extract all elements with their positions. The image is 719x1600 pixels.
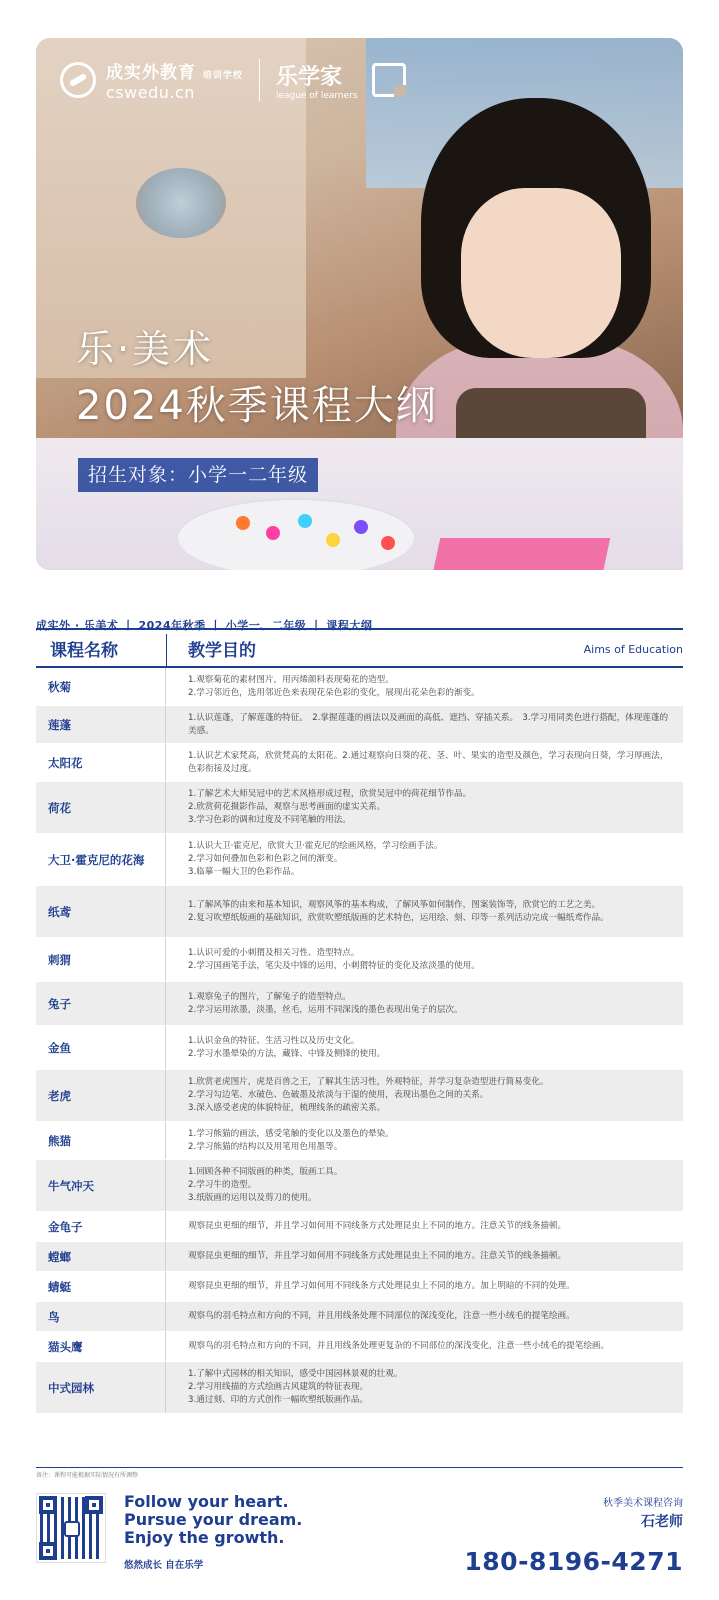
goal-line: 2.学习如何叠加色彩和色彩之间的渐变。: [188, 854, 343, 864]
course-name-cell: 刺猬: [36, 938, 166, 981]
teaching-goal-cell: [166, 668, 683, 705]
table-row: [36, 1026, 683, 1070]
girl-face: [461, 188, 621, 358]
goal-line: 观察昆虫更细的细节，并且学习如何用不同线条方式处理昆虫上不同的地方。加上明暗的不同的处理。: [188, 1281, 575, 1291]
course-name-cell: 蜻蜓: [36, 1272, 166, 1301]
footer-divider: [36, 1467, 683, 1468]
header-divider: [166, 634, 167, 666]
contact-phone[interactable]: 180-8196-4271: [464, 1547, 683, 1576]
table-row: [36, 1362, 683, 1414]
header-course-name: 课程名称: [50, 640, 118, 661]
teaching-goal-cell: [166, 706, 683, 743]
qr-finder: [85, 1496, 103, 1514]
goal-line: 2.学习水墨晕染的方法，藏锋、中锋及侧锋的使用。: [188, 1048, 386, 1059]
goal-line: 观察鸟的羽毛特点和方向的不同，并且用线条处理更复杂的不同部位的深浅变化，注意一些小绒毛的提笔绘画。: [188, 1341, 610, 1351]
course-name-cell: 荷花: [36, 782, 166, 833]
course-name-cell: 金鱼: [36, 1026, 166, 1069]
goal-line: 2.学习国画笔手法，笔尖及中锋的运用，小刺猬特征的变化及浓淡墨的使用。: [188, 960, 480, 971]
partner-tagline: league of learners: [275, 90, 358, 101]
teaching-goal-cell: [166, 1070, 683, 1121]
goal-line: 3.深入感受老虎的体貌特征，梳理线条的疏密关系。: [188, 1103, 386, 1113]
table-row: [36, 982, 683, 1026]
qr-logo-icon: [64, 1521, 80, 1537]
goal-line: 1.了解中式园林的相关知识，感受中国园林景观的壮观。: [188, 1369, 403, 1379]
course-name-cell: 猫头鹰: [36, 1332, 166, 1361]
pompom-decor: [236, 516, 250, 530]
course-name-cell: 纸鸢: [36, 886, 166, 937]
table-row: [36, 782, 683, 834]
teaching-goal-cell: [166, 744, 683, 781]
teaching-goal-cell: [166, 1122, 683, 1159]
logo-bar: [60, 58, 406, 102]
qr-finder: [39, 1542, 57, 1560]
table-row: [36, 938, 683, 982]
teaching-goal-cell: [166, 1026, 683, 1069]
pompom-decor: [354, 520, 368, 534]
course-name-cell: 熊猫: [36, 1122, 166, 1159]
table-row: [36, 1332, 683, 1362]
teaching-goal-cell: [166, 982, 683, 1025]
goal-line: 1.观察菊花的素材图片，用丙烯颜料表现菊花的造型。: [188, 674, 394, 685]
pink-paper: [432, 538, 611, 570]
goal-line: 观察昆虫更细的细节，并且学习如何用不同线条方式处理昆虫上不同的地方。注意关节的线条描顿。: [188, 1221, 567, 1231]
goal-line: 观察昆虫更细的细节，并且学习如何用不同线条方式处理昆虫上不同的地方。注意关节的线条描顿。: [188, 1251, 567, 1261]
partner-logo-icon: [372, 63, 406, 97]
slogan-block: [124, 1493, 302, 1571]
goal-line: 1.认识可爱的小刺猬及相关习性、造型特点。: [188, 947, 360, 958]
goal-line: 2.学习用线描的方式绘画古风建筑的特征表现。: [188, 1382, 369, 1392]
table-body: [36, 668, 683, 1414]
goal-line: 1.认识金鱼的特征、生活习性以及历史文化。: [188, 1035, 360, 1046]
goal-line: 3.临摹一幅大卫的色彩作品。: [188, 867, 300, 877]
course-name-cell: 秋菊: [36, 668, 166, 705]
teaching-goal-cell: [166, 1302, 683, 1331]
goal-line: 2.复习吹塑纸版画的基础知识，欣赏吹塑纸版画的艺术特色，运用绘、刻、印等一系列活动完成一幅纸鸢作品。: [188, 912, 609, 923]
course-name-cell: 金龟子: [36, 1212, 166, 1241]
teaching-goal-cell: [166, 782, 683, 833]
contact-name: 石老师: [641, 1514, 683, 1530]
goal-line: 2.学习邻近色，选用邻近色来表现花朵色彩的变化，展现出花朵色彩的渐变。: [188, 687, 480, 698]
goal-line: 1.学习熊猫的画法，感受笔触的变化以及墨色的晕染。: [188, 1128, 394, 1139]
qr-code[interactable]: [36, 1493, 106, 1563]
course-name-cell: 中式园林: [36, 1362, 166, 1413]
teaching-goal-cell: [166, 1160, 683, 1211]
logo-divider: [259, 59, 260, 101]
enroll-target-badge: 招生对象：小学一二年级: [78, 458, 318, 492]
craft-plate: [176, 498, 416, 570]
teaching-goal-cell: [166, 1242, 683, 1271]
course-name-cell: 牛气冲天: [36, 1160, 166, 1211]
goal-line: 3.通过刻、印的方式创作一幅吹塑纸版画作品。: [188, 1395, 369, 1405]
goal-line: 1.了解艺术大师吴冠中的艺术风格形成过程，欣赏吴冠中的荷花细节作品。: [188, 789, 472, 799]
round-window: [136, 168, 226, 238]
hero-subtitle: 2024秋季课程大纲: [76, 383, 438, 429]
table-row: [36, 1272, 683, 1302]
goal-line: 3.学习色彩的调和过度及不同笔触的用法。: [188, 815, 351, 825]
table-row: [36, 1242, 683, 1272]
teaching-goal-cell: [166, 938, 683, 981]
course-name-cell: 大卫·霍克尼的花海: [36, 834, 166, 885]
table-row: [36, 668, 683, 706]
goal-line: 2.学习牛的造型。: [188, 1180, 257, 1190]
goal-line: 1.欣赏老虎图片，虎是百兽之王，了解其生活习性，外观特征，并学习复杂造型进行简易变化。: [188, 1077, 549, 1087]
teaching-goal-cell: [166, 1272, 683, 1301]
goal-line: 2.学习勾边笔、水破色、色破墨及浓淡与干湿的使用，表现出墨色之间的关系。: [188, 1090, 489, 1100]
table-row: [36, 706, 683, 744]
course-name-cell: 鸟: [36, 1302, 166, 1331]
table-row: [36, 886, 683, 938]
goal-line: 3.纸版画的运用以及剪刀的使用。: [188, 1193, 317, 1203]
pompom-decor: [381, 536, 395, 550]
goal-line: 2.学习运用浓墨，淡墨，丝毛，运用不同深浅的墨色表现出兔子的层次。: [188, 1004, 463, 1015]
table-row: [36, 1212, 683, 1242]
footnote: 备注：课程可能根据实际情况有所调整: [36, 1472, 139, 1479]
pompom-decor: [266, 526, 280, 540]
qr-finder: [39, 1496, 57, 1514]
slogan-line: Enjoy the growth.: [124, 1528, 285, 1547]
goal-line: 2.欣赏荷花摄影作品，观察与思考画面的虚实关系。: [188, 802, 386, 812]
slogan-line: Follow your heart.: [124, 1492, 289, 1511]
goal-line: 2.学习熊猫的结构以及用笔用色用墨等。: [188, 1141, 343, 1152]
teaching-goal-cell: [166, 834, 683, 885]
table-row: [36, 1070, 683, 1122]
goal-line: 1.认识大卫·霍克尼，欣赏大卫·霍克尼的绘画风格，学习绘画手法。: [188, 841, 443, 851]
teaching-goal-cell: [166, 1332, 683, 1361]
hero-title: 乐·美术: [76, 327, 215, 371]
goal-line: 1.观察兔子的图片，了解兔子的造型特点。: [188, 991, 351, 1002]
table-row: [36, 1122, 683, 1160]
goal-line: 观察鸟的羽毛特点和方向的不同，并且用线条处理不同部位的深浅变化，注意一些小绒毛的提笔绘画。: [188, 1311, 575, 1321]
syllabus-table: [36, 628, 683, 1414]
header-english: Aims of Education: [583, 643, 683, 656]
course-name-cell: 老虎: [36, 1070, 166, 1121]
goal-line: 1.认识莲蓬，了解莲蓬的特征。 2.掌握莲蓬的画法以及画面的高低、遮挡、穿插关系。 3.学习用同类色进行搭配，体现莲蓬的美感。: [188, 712, 669, 736]
goal-line: 1.了解风筝的由来和基本知识，观察风筝的基本构成，了解风筝如何制作，图案装饰等，欣赏它的工艺之美。: [188, 899, 601, 910]
partner-name: 乐学家: [275, 64, 342, 90]
slogan-cn: 悠然成长 自在乐学: [124, 1560, 204, 1571]
breadcrumb: 成实外 · 乐美术 丨 2024年秋季 丨 小学一、二年级 丨 课程大纲: [36, 619, 373, 632]
pompom-decor: [326, 533, 340, 547]
goal-line: 1.回顾各种不同版画的种类，版画工具。: [188, 1167, 343, 1177]
contact-block: [464, 1494, 683, 1576]
course-name-cell: 太阳花: [36, 744, 166, 781]
contact-label: 秋季美术课程咨询: [603, 1498, 683, 1509]
goal-line: 1.认识艺术家梵高，欣赏梵高的太阳花。2.通过观察向日葵的花、茎、叶、果实的造型及颜色，学习表现向日葵，学习厚画法，色彩衔接及过度。: [188, 750, 669, 774]
table-row: [36, 1302, 683, 1332]
course-name-cell: 兔子: [36, 982, 166, 1025]
slogan-line: Pursue your dream.: [124, 1510, 303, 1529]
header-teaching-goal: 教学目的: [188, 640, 256, 661]
table-header: [36, 628, 683, 668]
teaching-goal-cell: [166, 886, 683, 937]
course-name-cell: 螳螂: [36, 1242, 166, 1271]
teaching-goal-cell: [166, 1362, 683, 1413]
course-name-cell: 莲蓬: [36, 706, 166, 743]
table-row: [36, 1160, 683, 1212]
table-row: [36, 744, 683, 782]
brand-url: cswedu.cn: [106, 83, 195, 102]
pompom-decor: [298, 514, 312, 528]
table-row: [36, 834, 683, 886]
brand-logo-icon: [60, 62, 96, 98]
teaching-goal-cell: [166, 1212, 683, 1241]
brand-name: 成实外教育 培训学校: [106, 63, 243, 83]
